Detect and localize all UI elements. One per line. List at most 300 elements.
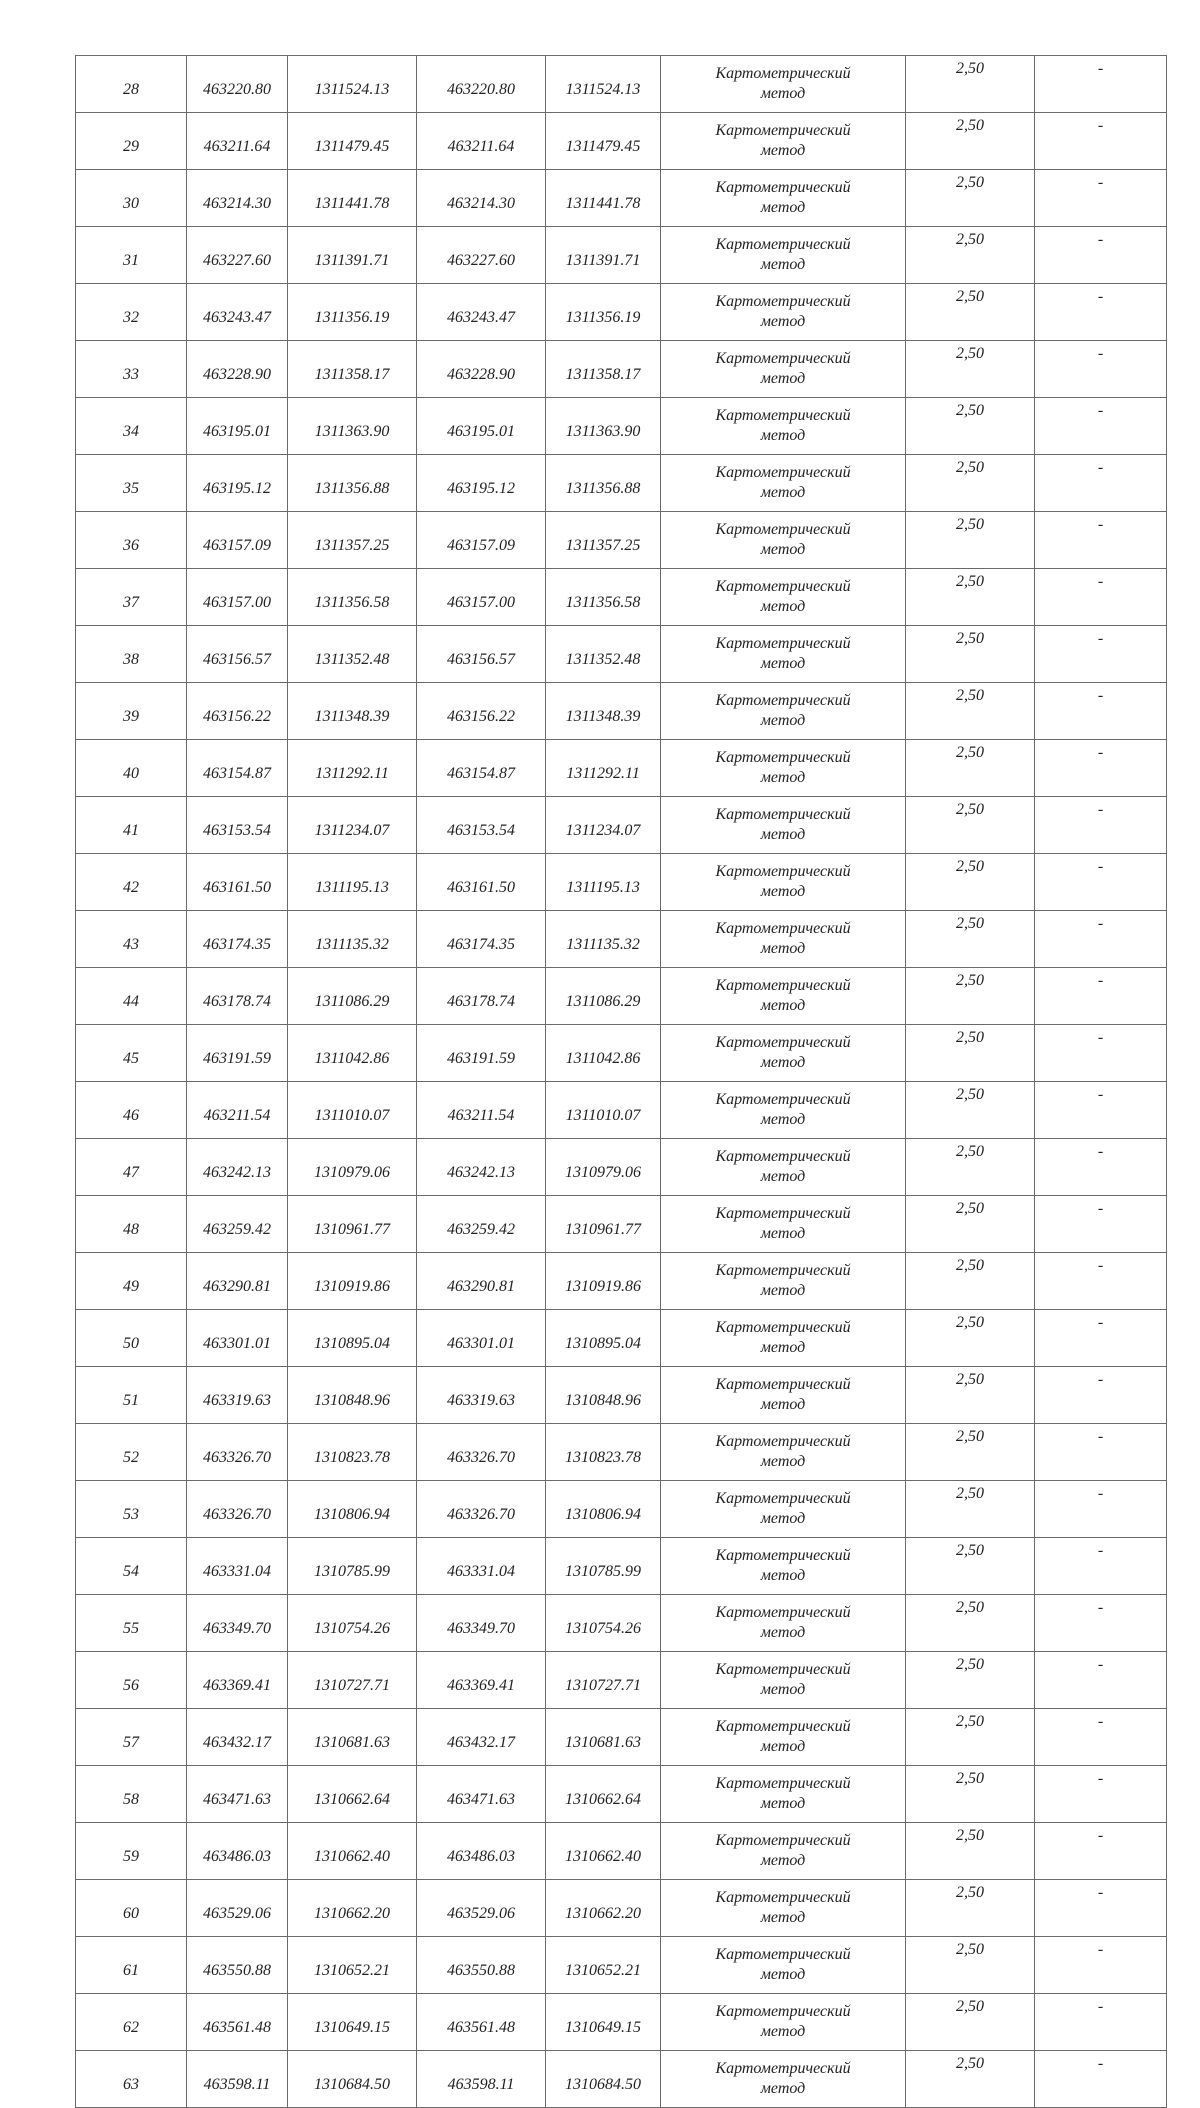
table-row bbox=[76, 1937, 1167, 1994]
method-label-line2: метод bbox=[760, 655, 806, 672]
dash-cell: - bbox=[1035, 1937, 1167, 1994]
x-coordinate-cell: 463331.04 bbox=[187, 1538, 288, 1595]
table-row bbox=[76, 398, 1167, 455]
dash-cell: - bbox=[1035, 1652, 1167, 1709]
dash-cell: - bbox=[1035, 683, 1167, 740]
accuracy-cell: 2,50 bbox=[906, 797, 1035, 854]
dash-cell: - bbox=[1035, 626, 1167, 683]
method-cell bbox=[661, 1025, 906, 1082]
accuracy-cell: 2,50 bbox=[906, 1196, 1035, 1253]
accuracy-cell: 2,50 bbox=[906, 1481, 1035, 1538]
method-label-line1: Картометрический bbox=[715, 179, 851, 196]
method-label-line1: Картометрический bbox=[715, 407, 851, 424]
y-coordinate-cell: 1310652.21 bbox=[546, 1937, 661, 1994]
method-label-line2: метод bbox=[760, 997, 806, 1014]
y-coordinate-cell: 1311356.58 bbox=[288, 569, 417, 626]
x-coordinate-cell: 463227.60 bbox=[187, 227, 288, 284]
accuracy-cell: 2,50 bbox=[906, 455, 1035, 512]
y-coordinate-cell: 1311358.17 bbox=[288, 341, 417, 398]
y-coordinate-cell: 1311010.07 bbox=[288, 1082, 417, 1139]
method-label-line1: Картометрический bbox=[715, 1547, 851, 1564]
point-number-cell: 28 bbox=[76, 56, 187, 113]
y-coordinate-cell: 1311356.58 bbox=[546, 569, 661, 626]
accuracy-cell: 2,50 bbox=[906, 1823, 1035, 1880]
x-coordinate-cell: 463211.54 bbox=[187, 1082, 288, 1139]
method-label-line1: Картометрический bbox=[715, 635, 851, 652]
y-coordinate-cell: 1311352.48 bbox=[288, 626, 417, 683]
y-coordinate-cell: 1311234.07 bbox=[546, 797, 661, 854]
method-label-line2: метод bbox=[760, 1681, 806, 1698]
point-number-cell: 35 bbox=[76, 455, 187, 512]
y-coordinate-cell: 1311391.71 bbox=[546, 227, 661, 284]
method-cell bbox=[661, 1424, 906, 1481]
table-row bbox=[76, 1538, 1167, 1595]
y-coordinate-cell: 1310919.86 bbox=[546, 1253, 661, 1310]
method-cell bbox=[661, 569, 906, 626]
x-coordinate-cell: 463598.11 bbox=[417, 2051, 546, 2108]
y-coordinate-cell: 1310649.15 bbox=[288, 1994, 417, 2051]
dash-cell: - bbox=[1035, 170, 1167, 227]
x-coordinate-cell: 463561.48 bbox=[187, 1994, 288, 2051]
table-row bbox=[76, 1595, 1167, 1652]
accuracy-cell: 2,50 bbox=[906, 113, 1035, 170]
method-cell bbox=[661, 854, 906, 911]
method-cell bbox=[661, 512, 906, 569]
y-coordinate-cell: 1310652.21 bbox=[288, 1937, 417, 1994]
y-coordinate-cell: 1311358.17 bbox=[546, 341, 661, 398]
x-coordinate-cell: 463156.57 bbox=[417, 626, 546, 683]
y-coordinate-cell: 1311352.48 bbox=[546, 626, 661, 683]
y-coordinate-cell: 1311348.39 bbox=[546, 683, 661, 740]
y-coordinate-cell: 1310662.20 bbox=[546, 1880, 661, 1937]
y-coordinate-cell: 1311357.25 bbox=[546, 512, 661, 569]
point-number-cell: 52 bbox=[76, 1424, 187, 1481]
table-row bbox=[76, 1196, 1167, 1253]
point-number-cell: 38 bbox=[76, 626, 187, 683]
table-row bbox=[76, 740, 1167, 797]
point-number-cell: 45 bbox=[76, 1025, 187, 1082]
method-label-line2: метод bbox=[760, 85, 806, 102]
y-coordinate-cell: 1311010.07 bbox=[546, 1082, 661, 1139]
y-coordinate-cell: 1310979.06 bbox=[546, 1139, 661, 1196]
x-coordinate-cell: 463178.74 bbox=[417, 968, 546, 1025]
dash-cell: - bbox=[1035, 1139, 1167, 1196]
dash-cell: - bbox=[1035, 1709, 1167, 1766]
dash-cell: - bbox=[1035, 1766, 1167, 1823]
y-coordinate-cell: 1310919.86 bbox=[288, 1253, 417, 1310]
point-number-cell: 46 bbox=[76, 1082, 187, 1139]
method-label-line1: Картометрический bbox=[715, 1376, 851, 1393]
x-coordinate-cell: 463195.01 bbox=[187, 398, 288, 455]
dash-cell: - bbox=[1035, 455, 1167, 512]
y-coordinate-cell: 1310785.99 bbox=[288, 1538, 417, 1595]
accuracy-cell: 2,50 bbox=[906, 1025, 1035, 1082]
method-label-line2: метод bbox=[760, 1054, 806, 1071]
method-label-line1: Картометрический bbox=[715, 1319, 851, 1336]
method-label-line2: метод bbox=[760, 712, 806, 729]
y-coordinate-cell: 1310662.64 bbox=[546, 1766, 661, 1823]
x-coordinate-cell: 463157.00 bbox=[187, 569, 288, 626]
y-coordinate-cell: 1310785.99 bbox=[546, 1538, 661, 1595]
y-coordinate-cell: 1311441.78 bbox=[546, 170, 661, 227]
table-row bbox=[76, 1253, 1167, 1310]
table-row bbox=[76, 1709, 1167, 1766]
method-cell bbox=[661, 683, 906, 740]
y-coordinate-cell: 1311086.29 bbox=[546, 968, 661, 1025]
method-cell bbox=[661, 1766, 906, 1823]
dash-cell: - bbox=[1035, 968, 1167, 1025]
y-coordinate-cell: 1311348.39 bbox=[288, 683, 417, 740]
coordinates-table bbox=[75, 55, 1167, 2108]
table-row bbox=[76, 1025, 1167, 1082]
accuracy-cell: 2,50 bbox=[906, 227, 1035, 284]
x-coordinate-cell: 463369.41 bbox=[417, 1652, 546, 1709]
y-coordinate-cell: 1311356.88 bbox=[288, 455, 417, 512]
method-cell bbox=[661, 797, 906, 854]
method-label-line1: Картометрический bbox=[715, 1433, 851, 1450]
dash-cell: - bbox=[1035, 797, 1167, 854]
method-label-line2: метод bbox=[760, 199, 806, 216]
y-coordinate-cell: 1310848.96 bbox=[546, 1367, 661, 1424]
x-coordinate-cell: 463349.70 bbox=[187, 1595, 288, 1652]
y-coordinate-cell: 1310754.26 bbox=[546, 1595, 661, 1652]
x-coordinate-cell: 463243.47 bbox=[187, 284, 288, 341]
method-cell bbox=[661, 1310, 906, 1367]
x-coordinate-cell: 463161.50 bbox=[417, 854, 546, 911]
x-coordinate-cell: 463550.88 bbox=[187, 1937, 288, 1994]
x-coordinate-cell: 463156.22 bbox=[417, 683, 546, 740]
x-coordinate-cell: 463195.12 bbox=[417, 455, 546, 512]
y-coordinate-cell: 1310895.04 bbox=[288, 1310, 417, 1367]
accuracy-cell: 2,50 bbox=[906, 1367, 1035, 1424]
y-coordinate-cell: 1311292.11 bbox=[546, 740, 661, 797]
x-coordinate-cell: 463561.48 bbox=[417, 1994, 546, 2051]
point-number-cell: 31 bbox=[76, 227, 187, 284]
y-coordinate-cell: 1310961.77 bbox=[546, 1196, 661, 1253]
method-label-line1: Картометрический bbox=[715, 293, 851, 310]
method-label-line2: метод bbox=[760, 1510, 806, 1527]
y-coordinate-cell: 1311363.90 bbox=[288, 398, 417, 455]
method-label-line2: метод bbox=[760, 1225, 806, 1242]
y-coordinate-cell: 1310727.71 bbox=[288, 1652, 417, 1709]
method-cell bbox=[661, 455, 906, 512]
method-cell bbox=[661, 1595, 906, 1652]
x-coordinate-cell: 463331.04 bbox=[417, 1538, 546, 1595]
point-number-cell: 47 bbox=[76, 1139, 187, 1196]
method-label-line2: метод bbox=[760, 1738, 806, 1755]
y-coordinate-cell: 1311391.71 bbox=[288, 227, 417, 284]
point-number-cell: 29 bbox=[76, 113, 187, 170]
method-label-line1: Картометрический bbox=[715, 1718, 851, 1735]
x-coordinate-cell: 463157.09 bbox=[417, 512, 546, 569]
method-label-line1: Картометрический bbox=[715, 1604, 851, 1621]
method-label-line1: Картометрический bbox=[715, 1889, 851, 1906]
method-cell bbox=[661, 1481, 906, 1538]
point-number-cell: 43 bbox=[76, 911, 187, 968]
x-coordinate-cell: 463290.81 bbox=[417, 1253, 546, 1310]
x-coordinate-cell: 463211.64 bbox=[417, 113, 546, 170]
y-coordinate-cell: 1310895.04 bbox=[546, 1310, 661, 1367]
method-label-line1: Картометрический bbox=[715, 749, 851, 766]
y-coordinate-cell: 1311479.45 bbox=[288, 113, 417, 170]
dash-cell: - bbox=[1035, 398, 1167, 455]
y-coordinate-cell: 1310979.06 bbox=[288, 1139, 417, 1196]
x-coordinate-cell: 463326.70 bbox=[187, 1424, 288, 1481]
dash-cell: - bbox=[1035, 911, 1167, 968]
dash-cell: - bbox=[1035, 854, 1167, 911]
accuracy-cell: 2,50 bbox=[906, 284, 1035, 341]
method-label-line1: Картометрический bbox=[715, 236, 851, 253]
method-cell bbox=[661, 113, 906, 170]
method-cell bbox=[661, 1538, 906, 1595]
dash-cell: - bbox=[1035, 227, 1167, 284]
x-coordinate-cell: 463154.87 bbox=[187, 740, 288, 797]
method-label-line1: Картометрический bbox=[715, 1775, 851, 1792]
method-label-line2: метод bbox=[760, 484, 806, 501]
method-label-line1: Картометрический bbox=[715, 806, 851, 823]
x-coordinate-cell: 463319.63 bbox=[417, 1367, 546, 1424]
accuracy-cell: 2,50 bbox=[906, 1538, 1035, 1595]
table-row bbox=[76, 455, 1167, 512]
method-label-line1: Картометрический bbox=[715, 464, 851, 481]
y-coordinate-cell: 1311292.11 bbox=[288, 740, 417, 797]
dash-cell: - bbox=[1035, 1481, 1167, 1538]
table-row bbox=[76, 113, 1167, 170]
x-coordinate-cell: 463432.17 bbox=[187, 1709, 288, 1766]
dash-cell: - bbox=[1035, 1538, 1167, 1595]
accuracy-cell: 2,50 bbox=[906, 911, 1035, 968]
point-number-cell: 63 bbox=[76, 2051, 187, 2108]
dash-cell: - bbox=[1035, 2051, 1167, 2108]
dash-cell: - bbox=[1035, 569, 1167, 626]
table-row bbox=[76, 1424, 1167, 1481]
method-label-line1: Картометрический bbox=[715, 1946, 851, 1963]
x-coordinate-cell: 463157.09 bbox=[187, 512, 288, 569]
x-coordinate-cell: 463326.70 bbox=[417, 1481, 546, 1538]
dash-cell: - bbox=[1035, 740, 1167, 797]
table-row bbox=[76, 1139, 1167, 1196]
accuracy-cell: 2,50 bbox=[906, 1766, 1035, 1823]
x-coordinate-cell: 463195.01 bbox=[417, 398, 546, 455]
dash-cell: - bbox=[1035, 1994, 1167, 2051]
x-coordinate-cell: 463227.60 bbox=[417, 227, 546, 284]
x-coordinate-cell: 463301.01 bbox=[187, 1310, 288, 1367]
method-label-line1: Картометрический bbox=[715, 2003, 851, 2020]
table-row bbox=[76, 911, 1167, 968]
table-row bbox=[76, 626, 1167, 683]
y-coordinate-cell: 1311524.13 bbox=[288, 56, 417, 113]
x-coordinate-cell: 463220.80 bbox=[417, 56, 546, 113]
dash-cell: - bbox=[1035, 1253, 1167, 1310]
dash-cell: - bbox=[1035, 1595, 1167, 1652]
table-body bbox=[76, 56, 1167, 2108]
point-number-cell: 51 bbox=[76, 1367, 187, 1424]
x-coordinate-cell: 463228.90 bbox=[187, 341, 288, 398]
x-coordinate-cell: 463598.11 bbox=[187, 2051, 288, 2108]
method-label-line2: метод bbox=[760, 370, 806, 387]
method-label-line2: метод bbox=[760, 1624, 806, 1641]
accuracy-cell: 2,50 bbox=[906, 1424, 1035, 1481]
y-coordinate-cell: 1310662.40 bbox=[288, 1823, 417, 1880]
method-label-line1: Картометрический bbox=[715, 2060, 851, 2077]
point-number-cell: 40 bbox=[76, 740, 187, 797]
x-coordinate-cell: 463550.88 bbox=[417, 1937, 546, 1994]
x-coordinate-cell: 463529.06 bbox=[417, 1880, 546, 1937]
point-number-cell: 55 bbox=[76, 1595, 187, 1652]
method-label-line2: метод bbox=[760, 1168, 806, 1185]
point-number-cell: 48 bbox=[76, 1196, 187, 1253]
point-number-cell: 39 bbox=[76, 683, 187, 740]
method-label-line1: Картометрический bbox=[715, 977, 851, 994]
method-label-line2: метод bbox=[760, 1339, 806, 1356]
y-coordinate-cell: 1310684.50 bbox=[546, 2051, 661, 2108]
dash-cell: - bbox=[1035, 1082, 1167, 1139]
y-coordinate-cell: 1311195.13 bbox=[546, 854, 661, 911]
x-coordinate-cell: 463243.47 bbox=[417, 284, 546, 341]
x-coordinate-cell: 463153.54 bbox=[417, 797, 546, 854]
method-label-line1: Картометрический bbox=[715, 1148, 851, 1165]
method-cell bbox=[661, 1823, 906, 1880]
method-cell bbox=[661, 1937, 906, 1994]
accuracy-cell: 2,50 bbox=[906, 1310, 1035, 1367]
method-label-line2: метод bbox=[760, 1909, 806, 1926]
method-label-line1: Картометрический bbox=[715, 1832, 851, 1849]
method-label-line1: Картометрический bbox=[715, 578, 851, 595]
method-cell bbox=[661, 56, 906, 113]
method-label-line2: метод bbox=[760, 541, 806, 558]
x-coordinate-cell: 463174.35 bbox=[187, 911, 288, 968]
x-coordinate-cell: 463471.63 bbox=[187, 1766, 288, 1823]
x-coordinate-cell: 463214.30 bbox=[187, 170, 288, 227]
method-cell bbox=[661, 1652, 906, 1709]
method-cell bbox=[661, 1880, 906, 1937]
y-coordinate-cell: 1311363.90 bbox=[546, 398, 661, 455]
y-coordinate-cell: 1311042.86 bbox=[546, 1025, 661, 1082]
x-coordinate-cell: 463161.50 bbox=[187, 854, 288, 911]
x-coordinate-cell: 463211.64 bbox=[187, 113, 288, 170]
method-label-line2: метод bbox=[760, 1795, 806, 1812]
method-label-line2: метод bbox=[760, 2023, 806, 2040]
x-coordinate-cell: 463220.80 bbox=[187, 56, 288, 113]
method-label-line1: Картометрический bbox=[715, 1661, 851, 1678]
y-coordinate-cell: 1310823.78 bbox=[288, 1424, 417, 1481]
method-cell bbox=[661, 1139, 906, 1196]
point-number-cell: 58 bbox=[76, 1766, 187, 1823]
accuracy-cell: 2,50 bbox=[906, 1253, 1035, 1310]
method-label-line2: метод bbox=[760, 940, 806, 957]
accuracy-cell: 2,50 bbox=[906, 2051, 1035, 2108]
method-cell bbox=[661, 1082, 906, 1139]
point-number-cell: 57 bbox=[76, 1709, 187, 1766]
method-label-line2: метод bbox=[760, 1396, 806, 1413]
point-number-cell: 42 bbox=[76, 854, 187, 911]
point-number-cell: 50 bbox=[76, 1310, 187, 1367]
y-coordinate-cell: 1310684.50 bbox=[288, 2051, 417, 2108]
dash-cell: - bbox=[1035, 341, 1167, 398]
method-cell bbox=[661, 1709, 906, 1766]
method-label-line1: Картометрический bbox=[715, 692, 851, 709]
dash-cell: - bbox=[1035, 1310, 1167, 1367]
table-row bbox=[76, 170, 1167, 227]
y-coordinate-cell: 1311479.45 bbox=[546, 113, 661, 170]
point-number-cell: 49 bbox=[76, 1253, 187, 1310]
x-coordinate-cell: 463301.01 bbox=[417, 1310, 546, 1367]
y-coordinate-cell: 1310848.96 bbox=[288, 1367, 417, 1424]
point-number-cell: 37 bbox=[76, 569, 187, 626]
y-coordinate-cell: 1310662.20 bbox=[288, 1880, 417, 1937]
method-cell bbox=[661, 626, 906, 683]
method-label-line1: Картометрический bbox=[715, 1262, 851, 1279]
method-cell bbox=[661, 1196, 906, 1253]
y-coordinate-cell: 1311356.88 bbox=[546, 455, 661, 512]
method-label-line1: Картометрический bbox=[715, 521, 851, 538]
table-row bbox=[76, 341, 1167, 398]
method-label-line1: Картометрический bbox=[715, 122, 851, 139]
x-coordinate-cell: 463326.70 bbox=[187, 1481, 288, 1538]
accuracy-cell: 2,50 bbox=[906, 1139, 1035, 1196]
method-label-line1: Картометрический bbox=[715, 920, 851, 937]
y-coordinate-cell: 1311357.25 bbox=[288, 512, 417, 569]
method-cell bbox=[661, 1253, 906, 1310]
point-number-cell: 53 bbox=[76, 1481, 187, 1538]
accuracy-cell: 2,50 bbox=[906, 398, 1035, 455]
table-row bbox=[76, 1766, 1167, 1823]
accuracy-cell: 2,50 bbox=[906, 341, 1035, 398]
dash-cell: - bbox=[1035, 1367, 1167, 1424]
x-coordinate-cell: 463214.30 bbox=[417, 170, 546, 227]
dash-cell: - bbox=[1035, 512, 1167, 569]
method-cell bbox=[661, 968, 906, 1025]
y-coordinate-cell: 1310806.94 bbox=[288, 1481, 417, 1538]
y-coordinate-cell: 1311356.19 bbox=[288, 284, 417, 341]
point-number-cell: 62 bbox=[76, 1994, 187, 2051]
table-row bbox=[76, 1652, 1167, 1709]
y-coordinate-cell: 1311086.29 bbox=[288, 968, 417, 1025]
y-coordinate-cell: 1311135.32 bbox=[288, 911, 417, 968]
method-label-line2: метод bbox=[760, 598, 806, 615]
x-coordinate-cell: 463174.35 bbox=[417, 911, 546, 968]
x-coordinate-cell: 463326.70 bbox=[417, 1424, 546, 1481]
method-cell bbox=[661, 740, 906, 797]
point-number-cell: 54 bbox=[76, 1538, 187, 1595]
y-coordinate-cell: 1311356.19 bbox=[546, 284, 661, 341]
method-label-line2: метод bbox=[760, 313, 806, 330]
method-label-line2: метод bbox=[760, 427, 806, 444]
table-row bbox=[76, 512, 1167, 569]
method-cell bbox=[661, 1367, 906, 1424]
point-number-cell: 33 bbox=[76, 341, 187, 398]
method-label-line1: Картометрический bbox=[715, 1490, 851, 1507]
x-coordinate-cell: 463242.13 bbox=[417, 1139, 546, 1196]
method-cell bbox=[661, 284, 906, 341]
table-row bbox=[76, 1880, 1167, 1937]
x-coordinate-cell: 463211.54 bbox=[417, 1082, 546, 1139]
x-coordinate-cell: 463471.63 bbox=[417, 1766, 546, 1823]
method-label-line2: метод bbox=[760, 1282, 806, 1299]
accuracy-cell: 2,50 bbox=[906, 1652, 1035, 1709]
method-label-line2: метод bbox=[760, 1966, 806, 1983]
method-label-line2: метод bbox=[760, 2080, 806, 2097]
method-label-line2: метод bbox=[760, 1111, 806, 1128]
method-label-line1: Картометрический bbox=[715, 65, 851, 82]
method-label-line1: Картометрический bbox=[715, 350, 851, 367]
accuracy-cell: 2,50 bbox=[906, 1937, 1035, 1994]
y-coordinate-cell: 1310961.77 bbox=[288, 1196, 417, 1253]
dash-cell: - bbox=[1035, 1823, 1167, 1880]
accuracy-cell: 2,50 bbox=[906, 1595, 1035, 1652]
x-coordinate-cell: 463349.70 bbox=[417, 1595, 546, 1652]
method-label-line2: метод bbox=[760, 1453, 806, 1470]
